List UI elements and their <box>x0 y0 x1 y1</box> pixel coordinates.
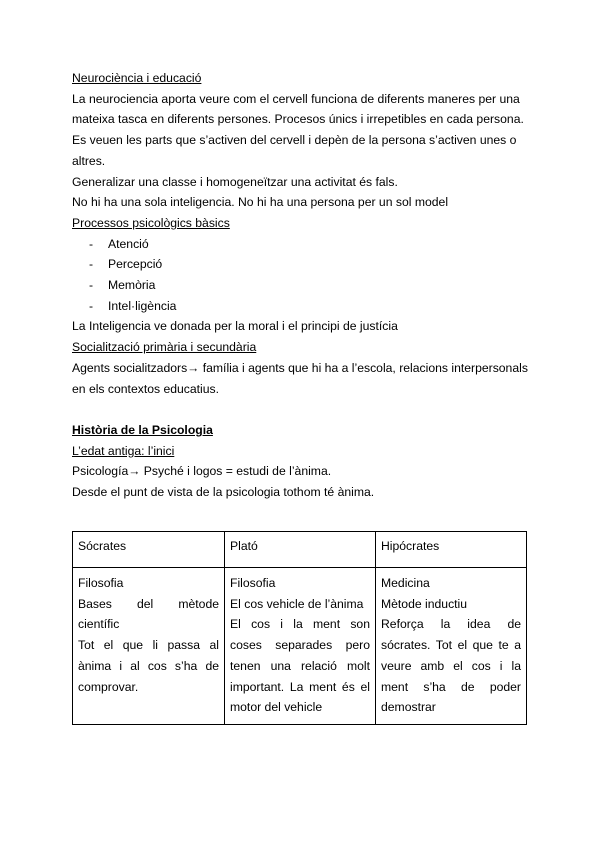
table-header-cell: Hipócrates <box>375 532 526 568</box>
spacer <box>72 399 528 420</box>
paragraph-line: altres. <box>72 153 106 168</box>
list-item-label: Intel·ligència <box>108 298 177 313</box>
list-item-label: Memòria <box>108 278 156 293</box>
list-item <box>72 296 528 317</box>
table-header-cell: Sócrates <box>73 532 225 568</box>
cell-text: Tot el que li passa al ànima i al cos s’ha de comprovar. <box>78 638 219 694</box>
table-cell-socrates <box>73 568 225 725</box>
table-cell-hipocrates <box>375 568 526 725</box>
list-item <box>72 234 528 255</box>
section-title-historia: Història de la Psicologia <box>72 422 213 437</box>
list-dash: - <box>89 236 94 251</box>
comparison-table <box>72 531 527 725</box>
paragraph-line: No hi ha una sola inteligencia. No hi ha una persona per un sol model <box>72 195 449 210</box>
heading-socialitzacio: Socialització primària i secundària <box>72 340 257 355</box>
paragraph-line: La Inteligencia ve donada per la moral i el principi de justícia <box>72 319 398 334</box>
paragraph-line: Agents socialitzadors→ família i agents que hi ha a l’escola, relacions interpersonals <box>72 360 528 375</box>
paragraph-line: Desde el punt de vista de la psicologia tothom té ànima. <box>72 485 375 500</box>
list-dash: - <box>89 278 94 293</box>
cell-text: Filosofia <box>230 576 276 590</box>
cell-text: Filosofia <box>78 576 124 590</box>
cell-text: Medicina <box>380 576 430 590</box>
paragraph-line: La neurociencia aporta veure com el cervell funciona de diferents maneres per una <box>72 91 520 106</box>
cell-text: El cos i la ment son coses separades pero tenen una relació molt important. La ment és el motor del vehicle <box>230 617 370 715</box>
document-body <box>72 68 528 503</box>
cell-text: Bases del mètode científic <box>78 596 219 632</box>
list-item-label: Atenció <box>108 236 149 251</box>
table-cell-plato <box>225 568 376 725</box>
list-item <box>72 275 528 296</box>
paragraph-line: Generalizar una classe i homogeneïtzar una activitat és fals. <box>72 174 398 189</box>
cell-text: El cos vehicle de l’ànima <box>230 596 364 611</box>
paragraph-line: Psicología→ Psyché i logos = estudi de l’ànima. <box>72 464 332 479</box>
heading-neurociencia: Neurociència i educació <box>72 71 202 85</box>
cell-text: Reforça la idea de sócrates. Tot el que te a veure amb el cos i la ment s’ha de poder demostrar <box>380 617 521 715</box>
paragraph-line: en els contextos educatius. <box>72 381 220 396</box>
table-row <box>73 568 527 725</box>
paragraph-line: Es veuen les parts que s’activen del cervell i depèn de la persona s’activen unes o <box>72 133 517 148</box>
heading-processos: Processos psicològics bàsics <box>72 215 230 230</box>
list-item <box>72 254 528 275</box>
cell-text: Mètode inductiu <box>380 596 468 611</box>
list-dash: - <box>89 257 94 272</box>
table-header-cell: Plató <box>225 532 376 568</box>
list-item-label: Percepció <box>108 257 163 272</box>
table-header-row <box>73 532 527 568</box>
list-dash: - <box>89 298 94 313</box>
subheading-edat-antiga: L’edat antiga: l’inici <box>72 443 175 458</box>
paragraph-line: mateixa tasca en diferents persones. Procesos únics i irrepetibles en cada persona. <box>72 112 524 127</box>
